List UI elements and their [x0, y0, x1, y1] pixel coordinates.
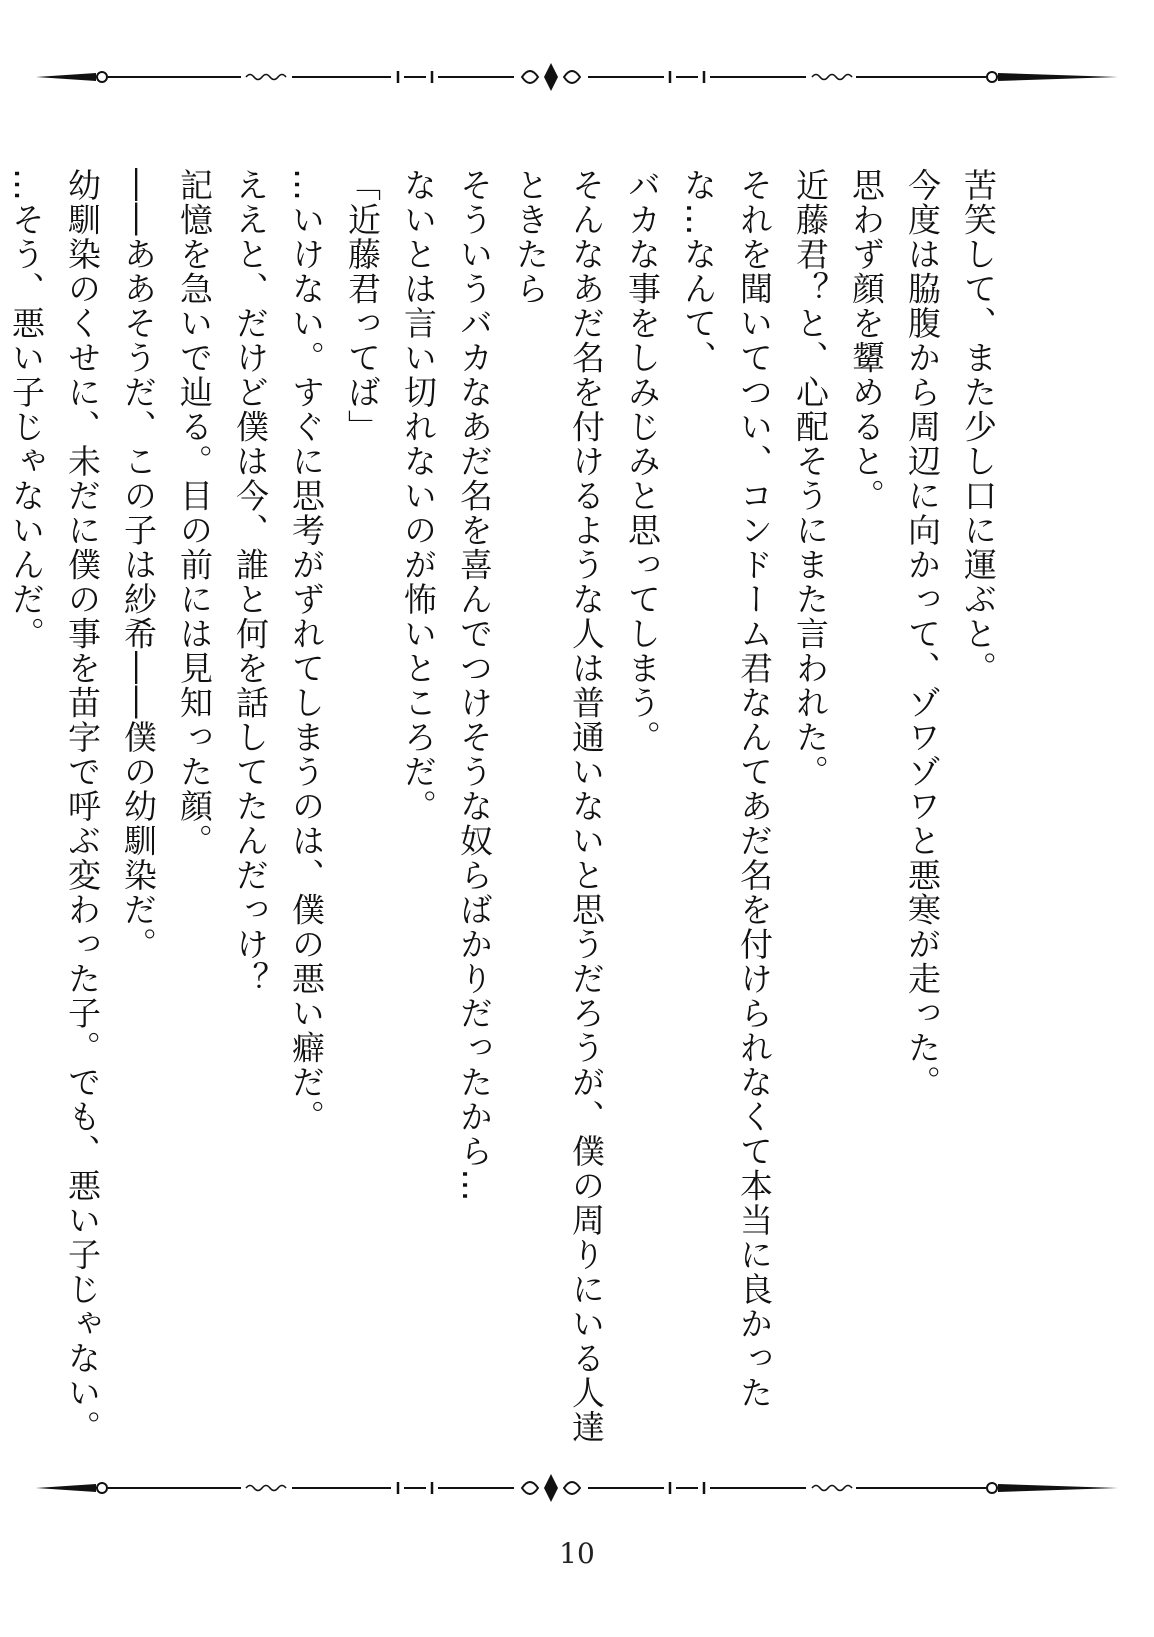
top-ornament-divider: [36, 57, 1118, 97]
text-line: ないとは言い切れないのが怖いところだ。: [399, 168, 438, 824]
vertical-body-text: [0, 168, 1006, 1458]
text-line: 思わず顔を顰めると。: [847, 168, 886, 513]
text-line: …いけない。すぐに思考がずれてしまうのは、僕の悪い癖だ。: [287, 168, 326, 1134]
text-line: バカな事をしみじみと思ってしまう。: [623, 168, 662, 755]
text-line: ――ああそうだ、この子は紗希――僕の幼馴染だ。: [119, 168, 158, 962]
text-line: それを聞いてつい、コンドーム君なんてあだ名を付けられなくて本当に良かったな…なんて、: [679, 168, 774, 1410]
bottom-ornament-divider: [36, 1468, 1118, 1508]
text-line: 記憶を急いで辿る。目の前には見知った顔。: [175, 168, 214, 858]
text-line: 近藤君？と、心配そうにまた言われた。: [791, 168, 830, 789]
text-line: 幼馴染のくせに、未だに僕の事を苗字で呼ぶ変わった子。でも、悪い子じゃない。: [63, 168, 102, 1445]
text-line: 今度は脇腹から周辺に向かって、ゾワゾワと悪寒が走った。: [903, 168, 942, 1100]
text-line: 苦笑して、また少し口に運ぶと。: [959, 168, 998, 686]
text-line: そういうバカなあだ名を喜んでつけそうな奴らばかりだったから…: [455, 168, 494, 1203]
text-line: 「近藤君ってば」: [343, 168, 382, 444]
text-line: ええと、だけど僕は今、誰と何を話してたんだっけ？: [231, 168, 270, 996]
ornament-icon: [36, 1468, 1118, 1508]
text-line: そんなあだ名を付けるような人は普通いないと思うだろうが、僕の周りにいる人達ときたら: [511, 168, 606, 1445]
page-number: 10: [559, 1537, 595, 1570]
ornament-icon: [36, 57, 1118, 97]
text-line: …そう、悪い子じゃないんだ。: [7, 168, 46, 651]
